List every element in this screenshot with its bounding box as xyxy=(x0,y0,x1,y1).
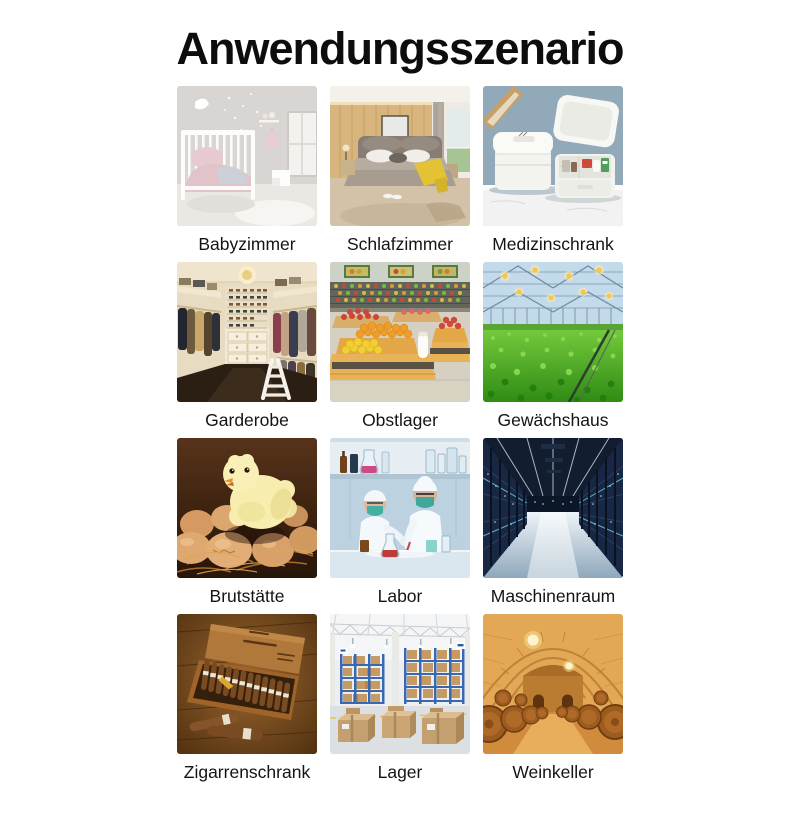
application-scenario-page xyxy=(0,24,800,824)
walk-in-closet-photo xyxy=(177,262,317,402)
scenario-card-brutstaette xyxy=(177,438,317,614)
bedroom-photo xyxy=(330,86,470,226)
caption-medizinschrank: Medizinschrank xyxy=(492,233,614,254)
page-title: Anwendungsszenario xyxy=(176,23,624,74)
caption-schlafzimmer: Schlafzimmer xyxy=(347,233,453,254)
caption-brutstaette: Brutstätte xyxy=(209,585,285,606)
wine-cellar-photo xyxy=(483,614,623,754)
caption-maschinenraum: Maschinenraum xyxy=(490,585,616,606)
caption-labor: Labor xyxy=(377,585,423,606)
scenario-card-labor xyxy=(330,438,470,614)
scenario-grid xyxy=(177,86,623,790)
scenario-card-schlafzimmer xyxy=(330,86,470,262)
caption-garderobe: Garderobe xyxy=(205,409,289,430)
warehouse-photo xyxy=(330,614,470,754)
greenhouse-photo xyxy=(483,262,623,402)
caption-gewaechshaus: Gewächshaus xyxy=(497,409,609,430)
laboratory-photo xyxy=(330,438,470,578)
caption-obstlager: Obstlager xyxy=(362,409,438,430)
server-room-photo xyxy=(483,438,623,578)
scenario-card-weinkeller xyxy=(483,614,623,790)
caption-babyzimmer: Babyzimmer xyxy=(198,233,296,254)
scenario-card-garderobe xyxy=(177,262,317,438)
medicine-box-photo xyxy=(483,86,623,226)
caption-weinkeller: Weinkeller xyxy=(512,761,594,782)
scenario-card-zigarrenschrank xyxy=(177,614,317,790)
chick-hatchery-photo xyxy=(177,438,317,578)
baby-room-photo xyxy=(177,86,317,226)
scenario-card-medizinschrank xyxy=(483,86,623,262)
caption-zigarrenschrank: Zigarrenschrank xyxy=(183,761,311,782)
scenario-card-lager xyxy=(330,614,470,790)
caption-lager: Lager xyxy=(377,761,423,782)
scenario-card-obstlager xyxy=(330,262,470,438)
scenario-card-gewaechshaus xyxy=(483,262,623,438)
fruit-market-photo xyxy=(330,262,470,402)
scenario-card-maschinenraum xyxy=(483,438,623,614)
scenario-card-babyzimmer xyxy=(177,86,317,262)
cigar-box-photo xyxy=(177,614,317,754)
